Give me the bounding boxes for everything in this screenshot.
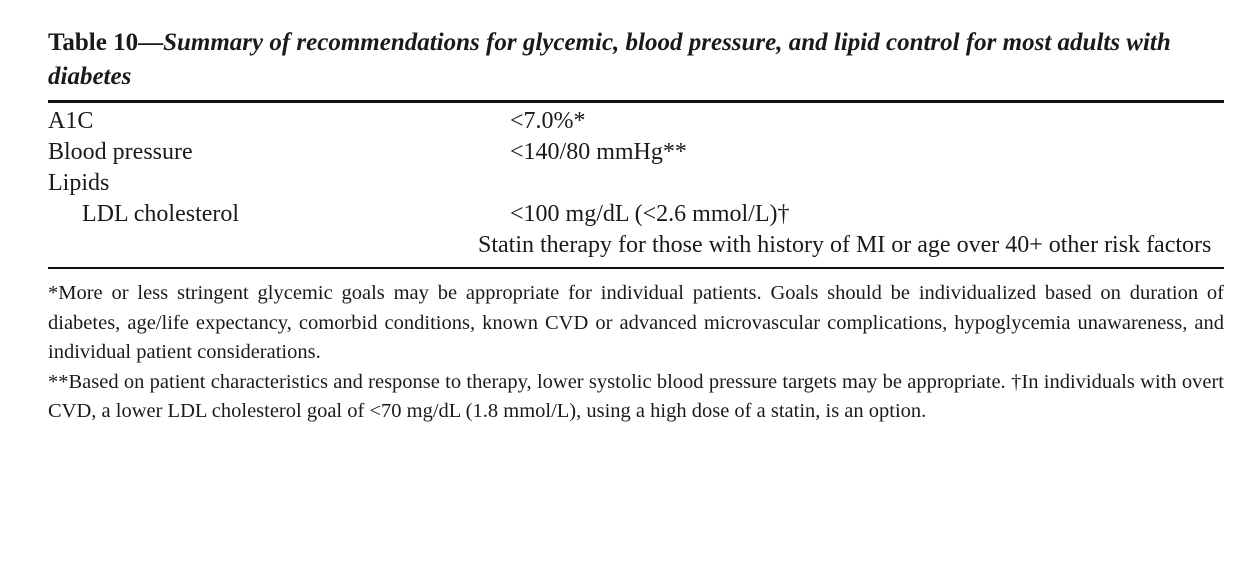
- table-label: Table 10—: [48, 29, 164, 56]
- value-cell: [510, 168, 1224, 199]
- table-row: [48, 137, 1224, 168]
- parameter-cell: LDL cholesterol: [82, 201, 240, 227]
- value-cell: Statin therapy for those with history of MI or age over 40+ other risk factors: [478, 232, 1212, 258]
- table-row: [48, 106, 1224, 137]
- bottom-rule: [48, 267, 1224, 269]
- parameter-cell: [48, 230, 510, 261]
- table-row: [48, 168, 1224, 199]
- footnote: *More or less stringent glycemic goals may be appropriate for individual patients. Goals should be individualized based on duration of diabetes, age/life expectancy, comorbid conditions, known CVD or advanced microvascular complications, hypoglycemia unawareness, and individual patient considerations.: [48, 282, 1224, 363]
- parameter-cell: Blood pressure: [48, 139, 193, 165]
- table-footnotes: [48, 279, 1224, 427]
- table-document: [48, 26, 1224, 427]
- table-row: [48, 199, 1224, 230]
- value-cell: <7.0%*: [510, 108, 586, 134]
- parameter-cell: Lipids: [48, 170, 110, 196]
- value-cell: <100 mg/dL (<2.6 mmol/L)†: [510, 201, 790, 227]
- table-row: [48, 230, 1224, 261]
- top-rule: [48, 100, 1224, 103]
- table-caption: [48, 26, 1224, 94]
- footnote: **Based on patient characteristics and response to therapy, lower systolic blood pressure targets may be appropriate. †In individuals with overt CVD, a lower LDL cholesterol goal of <70 mg/dL (1.8 mmol/L), using a high dose of a statin, is an option.: [48, 370, 1224, 422]
- table-title: Summary of recommendations for glycemic, blood pressure, and lipid control for most adults with diabetes: [48, 29, 1171, 90]
- recommendations-table: [48, 106, 1224, 261]
- value-cell: <140/80 mmHg**: [510, 139, 687, 165]
- parameter-cell: A1C: [48, 108, 94, 134]
